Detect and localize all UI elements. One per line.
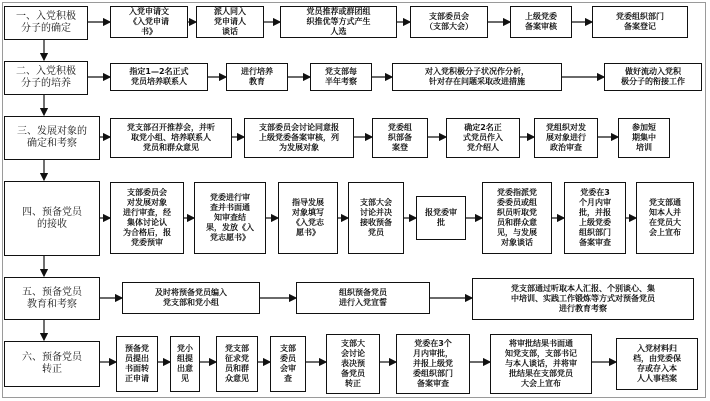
step-4-7: 党委在3 个月内审 批，并报 上级党委 组织部门 备案审查 [564,182,626,254]
step-3-6: 参加短 期集中 培训 [618,118,670,158]
step-1-3: 党员推荐或群团组 织推优等方式产生 人选 [280,6,397,38]
step-2-2: 进行培养 教育 [226,63,288,91]
step-4-8: 党支部通 知本人并 在党员大 会上宣布 [636,182,694,254]
step-6-5: 支部大 会讨论 表决预 备党员 转正 [326,334,380,394]
step-3-2: 支部委员会讨论同意报 上级党委备案审核，列 为发展对象 [244,118,354,158]
step-1-6: 党委组织部门 备案登记 [592,6,688,38]
step-3-3: 党委组 织部备 案登 [372,118,428,158]
step-1-4: 支部委员会 （支部大会） [410,6,488,38]
stage-5-label: 五、预备党员 教育和考察 [4,277,100,320]
step-3-4: 确定2名正 式党员作入 党介绍人 [446,118,520,158]
step-1-2: 派人同入 党申请人 谈话 [196,6,264,38]
step-6-4: 支部 委员 会审 查 [270,336,306,392]
step-5-1: 及时将预备党员编入 党支部和党小组 [122,282,260,314]
step-5-2: 组织预备党员 进行入党宣誓 [296,282,430,314]
step-2-1: 指定1—2名正式 党员培养联系人 [110,63,208,91]
step-4-6: 党委指派党 委委员或组 织员听取党 员和群众意 见，与发展 对象谈话 [482,182,552,254]
stage-2-label: 二、入党积极 分子的培养 [4,61,88,95]
step-5-3: 党支部通过听取本人汇报、个别谈心、集 中培训、实践工作锻炼等方式对预备党员 进行教育考察 [472,278,694,320]
step-6-8: 入党材料归 档，由党委保 存或存入本 人人事档案 [616,338,698,390]
step-6-6: 党委在3个 月内审批， 并报上级党 委组织部门 备案审查 [396,334,470,394]
step-3-1: 党支部召开推荐会，并听 取党小组、培养联系人 党员和群众意见 [110,118,232,158]
step-6-1: 预备党 员提出 书面转 正申请 [116,336,158,392]
step-6-2: 党小 组提 出意 见 [170,336,200,392]
step-1-5: 上级党委 备案审核 [510,6,572,38]
step-3-5: 党组织对发 展对象进行 政治审查 [534,118,598,158]
step-2-3: 党支部每 半年考察 [310,63,372,91]
step-4-1: 支部委员会 对发展对象 进行审查，经 集体讨论认 为合格后，报 党委预审 [110,182,184,254]
step-1-1: 入党申请文 《入党申请 书》 [110,6,188,38]
step-2-4: 对入党积极分子状况作分析， 针对存在问题采取改进措施 [392,63,562,91]
stage-3-label: 三、发展对象的 确定和考察 [4,116,100,160]
step-4-2: 党委进行审 查并书面通 知审查结 果，发放《入 党志愿书》 [194,182,266,254]
step-4-3: 指导发展 对象填写 《入党志 愿书》 [278,182,338,254]
step-2-5: 做好流动入党积 极分子的衔接工作 [604,63,702,91]
step-6-3: 党支部 征求党 员和群 众意见 [216,336,258,392]
stage-6-label: 六、预备党员 转正 [4,341,100,387]
step-6-7: 将审批结果书面通 知党支部，支部书记 与本人谈话，并将审 批结果在支部党员 大会上宣布 [490,334,592,394]
stage-4-label: 四、预备党员 的接收 [4,181,100,256]
step-4-4: 支部大会 讨论并决 接收预备 党员 [348,182,404,254]
step-4-5: 报党委审 批 [416,196,466,240]
stage-1-label: 一、入党积极 分子的确定 [4,6,88,40]
